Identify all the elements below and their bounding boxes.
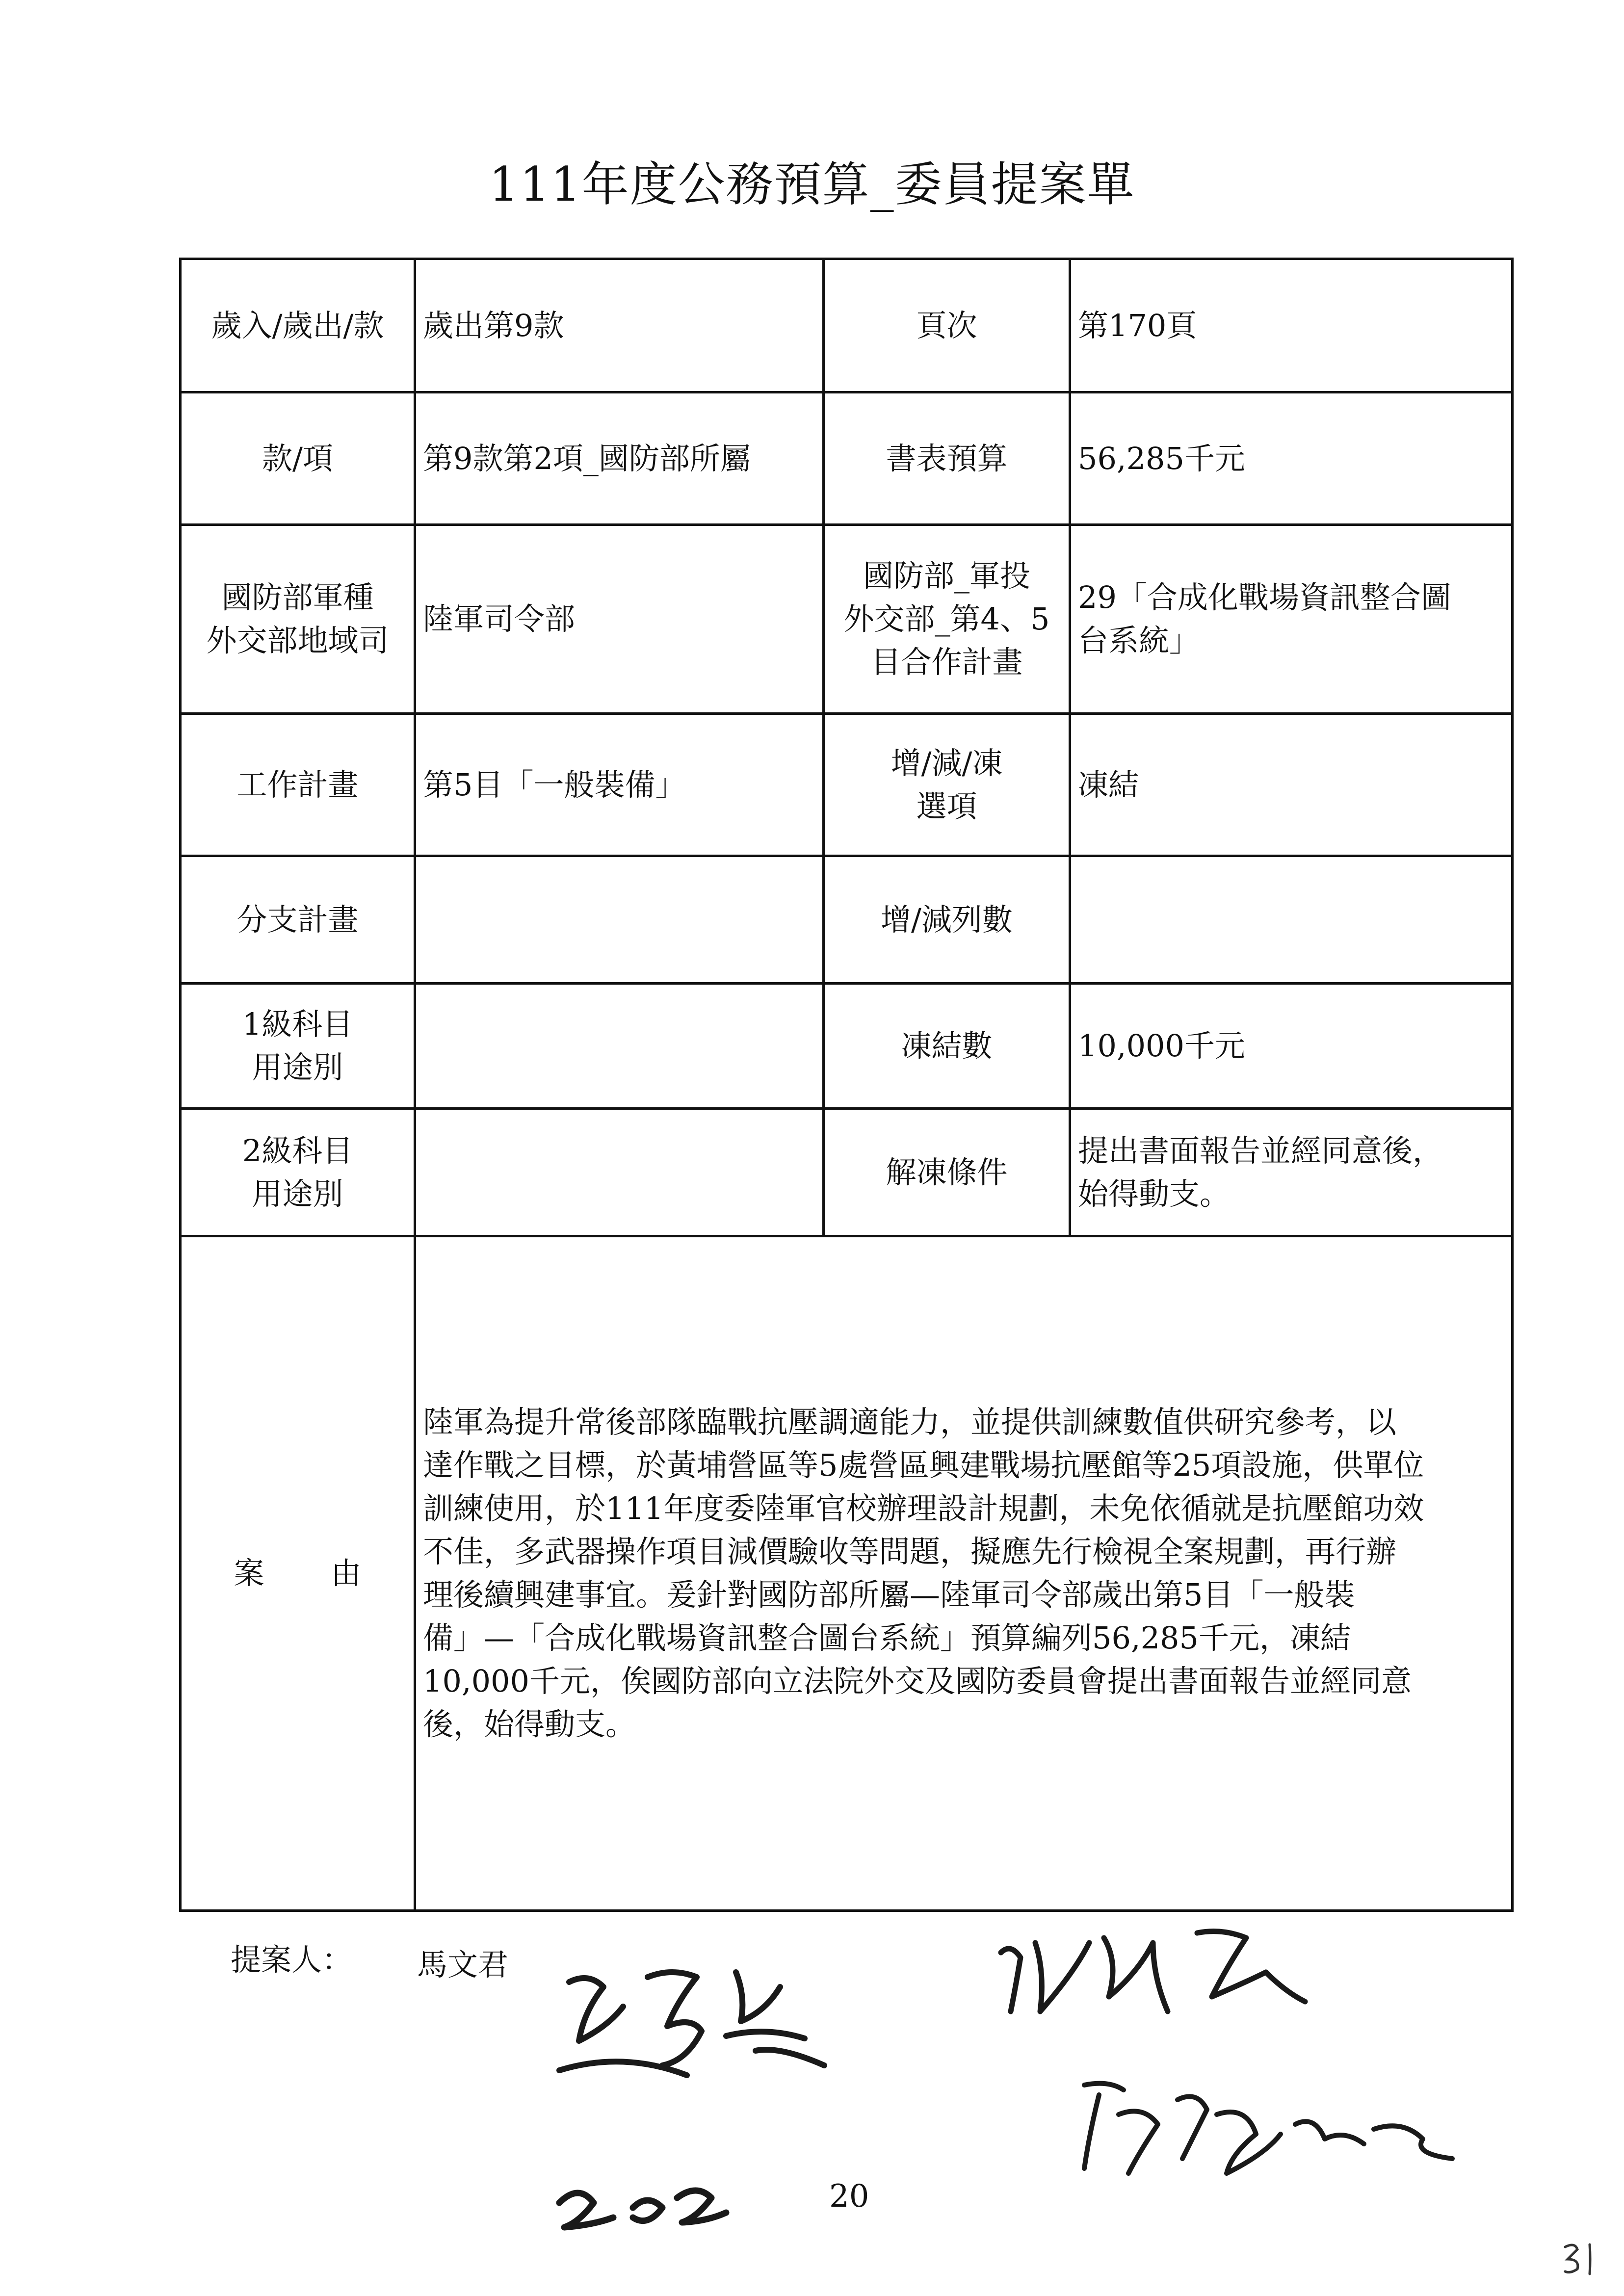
- proposer-label: 提案人：: [231, 1942, 353, 1978]
- field-label: 解凍條件: [824, 1109, 1070, 1236]
- reason-line: 備」—「合成化戰場資訊整合圖台系統」預算編列56,285千元，凍結: [423, 1620, 1351, 1656]
- form-row: [181, 714, 1513, 856]
- proposer-name: 馬文君: [417, 1947, 509, 1983]
- field-value: [1070, 856, 1513, 984]
- signature-2: [991, 1913, 1335, 2041]
- reason-text: [415, 1236, 1513, 1911]
- form-row: [181, 1109, 1513, 1236]
- proposal-form-table: [179, 258, 1514, 1912]
- field-value: 29「合成化戰場資訊整合圖 台系統」: [1070, 525, 1513, 714]
- form-row: [181, 984, 1513, 1109]
- field-value: 凍結: [1070, 714, 1513, 856]
- reason-label-text: 案 由: [234, 1555, 362, 1591]
- field-value: 提出書面報告並經同意後， 始得動支。: [1070, 1109, 1513, 1236]
- field-label: 增/減列數: [824, 856, 1070, 984]
- reason-row: [181, 1236, 1513, 1911]
- field-value: 歲出第9款: [415, 259, 824, 392]
- field-value: [415, 856, 824, 984]
- signature-3: [1070, 2056, 1472, 2183]
- field-label: 工作計畫: [181, 714, 415, 856]
- field-label: 1級科目 用途別: [181, 984, 415, 1109]
- reason-line: 不佳，多武器操作項目減價驗收等問題，擬應先行檢視全案規劃，再行辦: [423, 1534, 1397, 1569]
- field-value: 第9款第2項_國防部所屬: [415, 392, 824, 525]
- field-value: 第5目「一般裝備」: [415, 714, 824, 856]
- reason-line: 訓練使用，於111年度委陸軍官校辦理設計規劃，未免依循就是抗壓館功效: [423, 1490, 1424, 1526]
- corner-handwritten-mark: [1560, 2237, 1604, 2281]
- field-label: 增/減/凍 選項: [824, 714, 1070, 856]
- field-label: 2級科目 用途別: [181, 1109, 415, 1236]
- form-row: [181, 259, 1513, 392]
- reason-line: 10,000千元，俟國防部向立法院外交及國防委員會提出書面報告並經同意: [423, 1663, 1412, 1699]
- field-label: 凍結數: [824, 984, 1070, 1109]
- field-label: 國防部_軍投 外交部_第4、5 目合作計畫: [824, 525, 1070, 714]
- reason-label: [181, 1236, 415, 1911]
- field-label: 國防部軍種 外交部地域司: [181, 525, 415, 714]
- signature-1: [550, 1953, 844, 2100]
- reason-line: 理後續興建事宜。爰針對國防部所屬—陸軍司令部歲出第5目「一般裝: [423, 1577, 1355, 1613]
- form-row: [181, 392, 1513, 525]
- field-value: 第170頁: [1070, 259, 1513, 392]
- field-label: 分支計畫: [181, 856, 415, 984]
- reason-line: 達作戰之目標，於黃埔營區等5處營區興建戰場抗壓館等25項設施，供單位: [423, 1447, 1424, 1483]
- field-value: 10,000千元: [1070, 984, 1513, 1109]
- page-number: 20: [829, 2178, 869, 2215]
- field-label: 頁次: [824, 259, 1070, 392]
- field-value: [415, 984, 824, 1109]
- field-value: 56,285千元: [1070, 392, 1513, 525]
- form-row: [181, 856, 1513, 984]
- field-value: [415, 1109, 824, 1236]
- form-row: [181, 525, 1513, 714]
- field-value: 陸軍司令部: [415, 525, 824, 714]
- field-label: 書表預算: [824, 392, 1070, 525]
- document-title: 111年度公務預算_委員提案單: [489, 157, 1135, 212]
- signature-date-mark: [550, 2164, 746, 2237]
- field-label: 歲入/歲出/款: [181, 259, 415, 392]
- reason-line: 後，始得動支。: [423, 1706, 636, 1742]
- field-label: 款/項: [181, 392, 415, 525]
- reason-line: 陸軍為提升常後部隊臨戰抗壓調適能力，並提供訓練數值供研究參考，以: [423, 1404, 1397, 1440]
